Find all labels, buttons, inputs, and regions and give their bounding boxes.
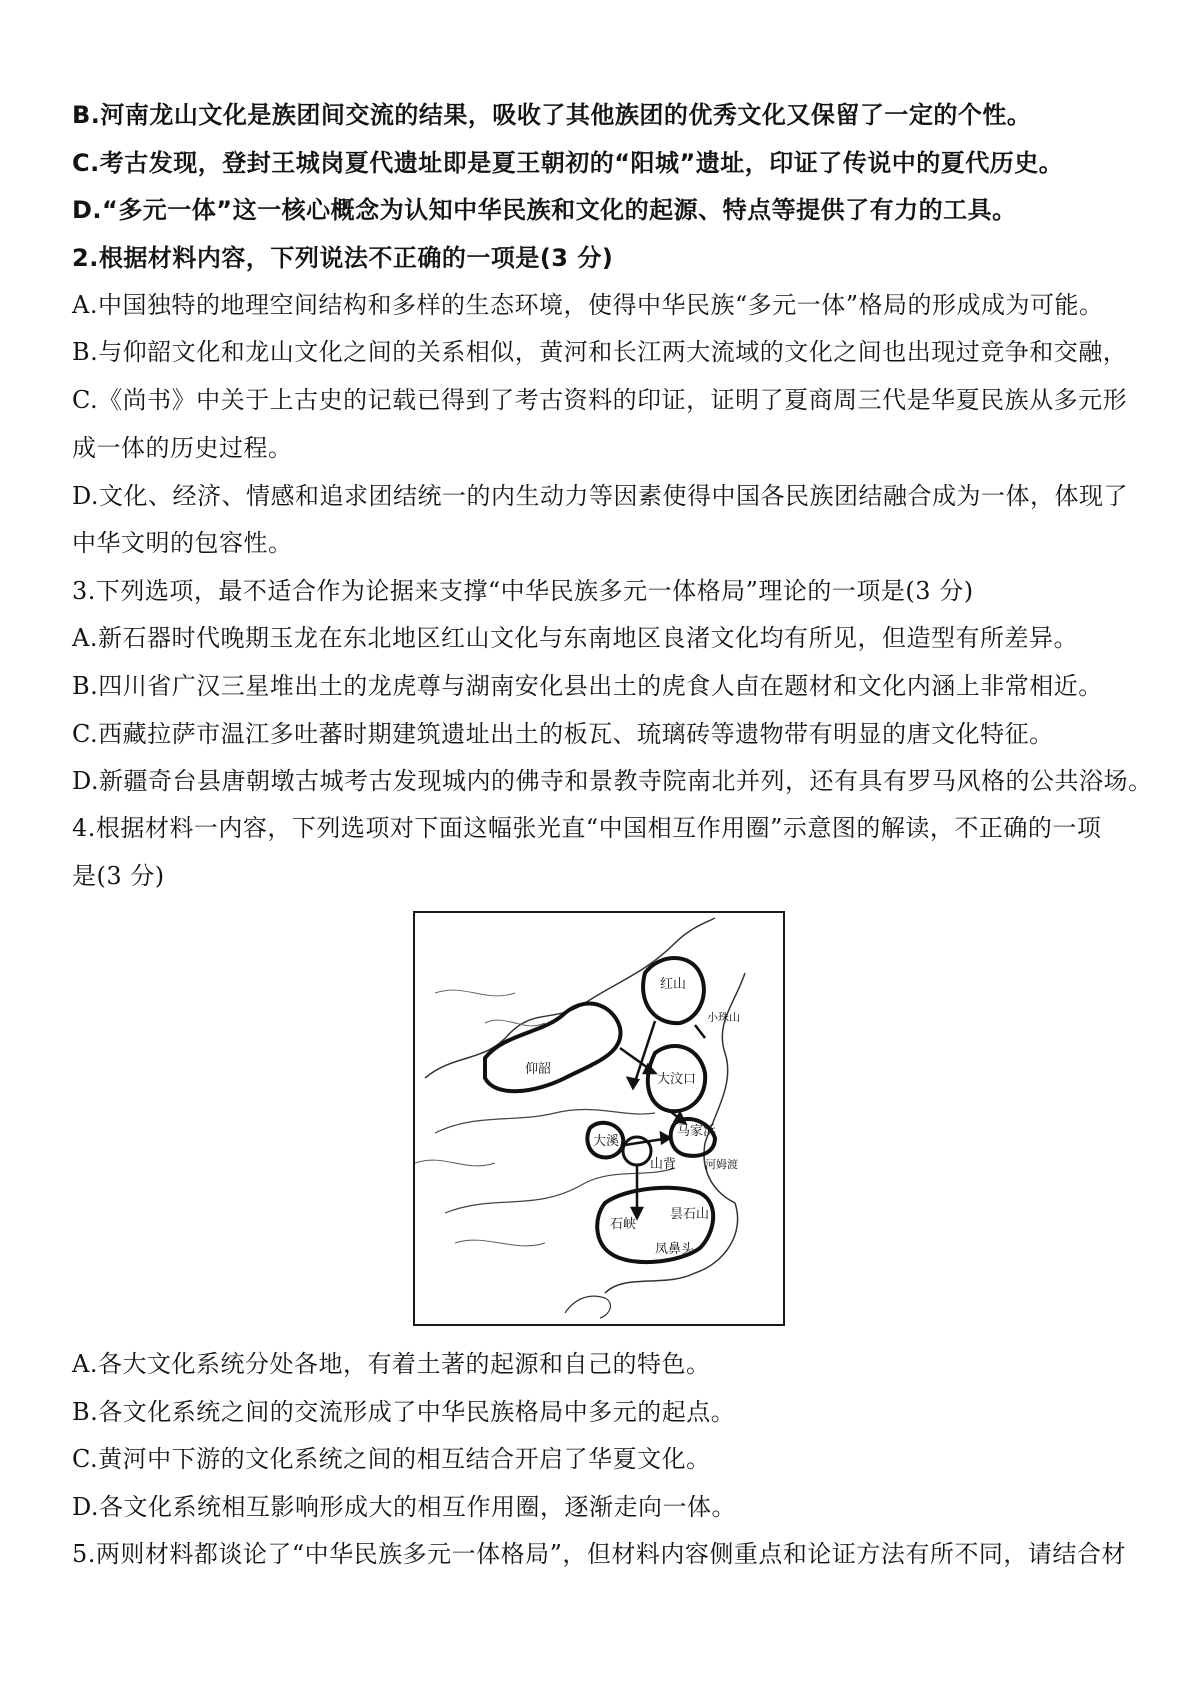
q4-option-c: C.黄河中下游的文化系统之间的相互结合开启了华夏文化。 <box>72 1445 711 1473</box>
label-hongshan: 红山 <box>660 977 687 992</box>
label-xiaozhushan: 小珠山 <box>707 1011 740 1024</box>
q4-option-d: D.各文化系统相互影响形成大的相互作用圈，逐渐走向一体。 <box>72 1493 737 1521</box>
question-3-stem: 3.下列选项，最不适合作为论据来支撑“中华民族多元一体格局”理论的一项是(3 分) <box>72 577 974 605</box>
q3-option-b: B.四川省广汉三星堆出土的龙虎尊与湖南安化县出土的虎食人卣在题材和文化内涵上非常相近。 <box>72 672 1103 700</box>
q4-option-a: A.各大文化系统分处各地，有着土著的起源和自己的特色。 <box>72 1350 711 1378</box>
q3-option-c: C.西藏拉萨市温江多吐蕃时期建筑遗址出土的板瓦、琉璃砖等遗物带有明显的唐文化特征。 <box>72 720 1054 748</box>
q2-option-b: B.与仰韶文化和龙山文化之间的关系相似，黄河和长江两大流域的文化之间也出现过竞争和交融， <box>72 338 1128 366</box>
interaction-sphere-map <box>413 911 785 1326</box>
question-5-stem: 5.两则材料都谈论了“中华民族多元一体格局”，但材料内容侧重点和论证方法有所不同，请结合材 <box>72 1540 1126 1568</box>
q2-option-c: C.《尚书》中关于上古史的记载已得到了考古资料的印证，证明了夏商周三代是华夏民族从多元形 <box>72 386 1128 414</box>
option-d-line: D.“多元一体”这一核心概念为认知中华民族和文化的起源、特点等提供了有力的工具。 <box>72 196 1017 224</box>
q2-option-d-cont: 中华文明的包容性。 <box>72 529 293 557</box>
q2-option-c-cont: 成一体的历史过程。 <box>72 434 293 462</box>
q3-option-a: A.新石器时代晚期玉龙在东北地区红山文化与东南地区良渚文化均有所见，但造型有所差异。 <box>72 624 1078 652</box>
label-daxi: 大溪 <box>593 1134 620 1149</box>
question-2-stem: 2.根据材料内容，下列说法不正确的一项是(3 分) <box>72 244 614 272</box>
option-b-line: B.河南龙山文化是族团间交流的结果，吸收了其他族团的优秀文化又保留了一定的个性。 <box>72 101 1032 129</box>
label-yangshao: 仰韶 <box>525 1062 552 1077</box>
question-4-stem-cont: 是(3 分) <box>72 862 165 890</box>
label-majiabang: 马家浜 <box>677 1124 717 1139</box>
q4-option-b: B.各文化系统之间的交流形成了中华民族格局中多元的起点。 <box>72 1398 736 1426</box>
label-dawenkou: 大汶口 <box>657 1072 697 1087</box>
label-tanshishan: 昙石山 <box>670 1207 710 1222</box>
q2-option-a: A.中国独特的地理空间结构和多样的生态环境，使得中华民族“多元一体”格局的形成成为可能。 <box>72 291 1104 319</box>
label-shanbei: 山背 <box>650 1157 677 1172</box>
q2-option-d: D.文化、经济、情感和追求团结统一的内生动力等因素使得中国各民族团结融合成为一体，体现了 <box>72 482 1129 510</box>
question-4-stem: 4.根据材料一内容，下列选项对下面这幅张光直“中国相互作用圈”示意图的解读，不正确的一项 <box>72 814 1102 842</box>
label-fengbitou: 凤鼻头 <box>655 1242 695 1257</box>
label-hemudu: 河姆渡 <box>705 1158 738 1171</box>
map-drawing <box>415 913 783 1324</box>
option-c-line: C.考古发现，登封王城岗夏代遗址即是夏王朝初的“阳城”遗址，印证了传说中的夏代历史。 <box>72 149 1064 177</box>
q3-option-d: D.新疆奇台县唐朝墩古城考古发现城内的佛寺和景教寺院南北并列，还有具有罗马风格的公共浴场。 <box>72 767 1153 795</box>
label-shixia: 石峡 <box>610 1217 637 1232</box>
